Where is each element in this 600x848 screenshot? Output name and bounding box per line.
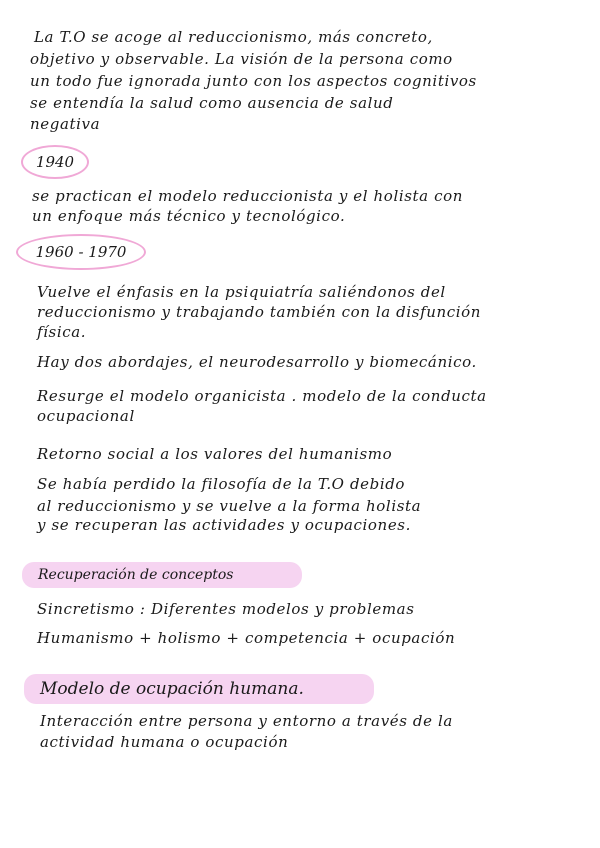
intro-line-5: negativa <box>30 115 101 133</box>
intro-line-1: La T.O se acoge al reduccionismo, más concreto, <box>34 28 433 46</box>
year-1940-badge <box>21 145 89 179</box>
modelo-line-2: actividad humana o ocupación <box>40 733 289 751</box>
1960-p5-line-1: Se había perdido la filosofía de la T.O debido <box>37 475 406 493</box>
1960-p1-line-1: Vuelve el énfasis en la psiquiatría saliéndonos del <box>37 283 446 301</box>
year-1960-1970-badge <box>16 234 146 270</box>
intro-line-2: objetivo y observable. La visión de la persona como <box>30 50 453 68</box>
1960-p3-line-1: Resurge el modelo organicista . modelo de la conducta <box>37 387 487 405</box>
1960-p1-line-2: reduccionismo y trabajando también con la disfunción <box>37 303 482 321</box>
1940-line-1: se practican el modelo reduccionista y el holista con <box>32 187 463 205</box>
1960-p3-line-2: ocupacional <box>37 407 135 425</box>
intro-line-3: un todo fue ignorada junto con los aspectos cognitivos <box>30 72 477 90</box>
modelo-line-1: Interacción entre persona y entorno a través de la <box>40 712 453 730</box>
recuperacion-heading: Recuperación de conceptos <box>38 567 234 583</box>
1960-p2: Hay dos abordajes, el neurodesarrollo y biomecánico. <box>37 353 477 371</box>
recuperacion-heading-highlight <box>22 562 302 588</box>
year-1940-label: 1940 <box>35 153 75 171</box>
modelo-heading: Modelo de ocupación humana. <box>40 679 304 699</box>
recuperacion-line-2: Humanismo + holismo + competencia + ocupación <box>37 629 456 647</box>
intro-line-4: se entendía la salud como ausencia de salud <box>30 94 394 112</box>
1940-line-2: un enfoque más técnico y tecnológico. <box>32 207 346 225</box>
year-1960-1970-label: 1960 - 1970 <box>35 243 127 261</box>
1960-p4: Retorno social a los valores del humanismo <box>37 445 393 463</box>
1960-p5-line-3: y se recuperan las actividades y ocupaciones. <box>37 516 411 534</box>
modelo-heading-highlight <box>24 674 374 704</box>
1960-p5-line-2: al reduccionismo y se vuelve a la forma holista <box>37 497 422 515</box>
recuperacion-line-1: Sincretismo : Diferentes modelos y problemas <box>37 600 415 618</box>
1960-p1-line-3: física. <box>37 323 87 341</box>
